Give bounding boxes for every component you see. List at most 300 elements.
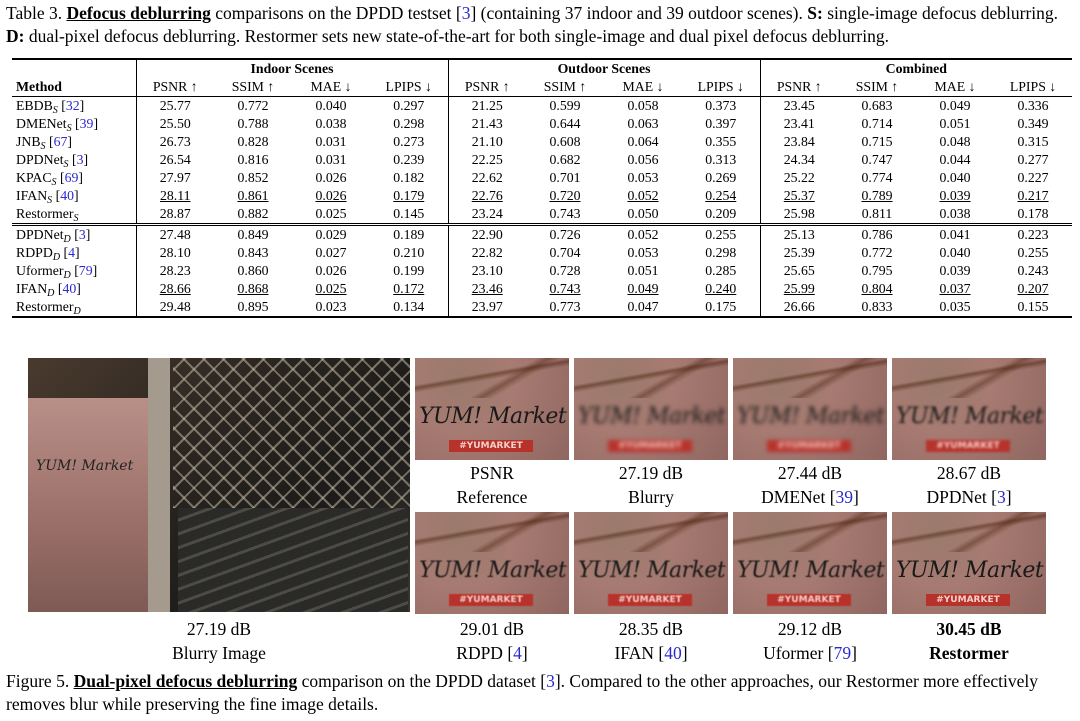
crop-word: YUM! Market	[419, 404, 567, 429]
crop-ref-link[interactable]: 79	[833, 643, 852, 663]
crop-label: DPDNet [3]	[926, 487, 1012, 507]
big-image-score: 27.19 dB	[186, 619, 252, 639]
crop-ref-link[interactable]: 40	[664, 643, 682, 663]
method-name: EBDB	[16, 98, 53, 113]
method-cell	[12, 298, 136, 317]
group-header-outdoor: Outdoor Scenes	[448, 59, 760, 78]
value-cell: 0.026	[315, 188, 347, 203]
crop-score: 27.19 dB	[618, 463, 684, 483]
value-cell: 0.041	[939, 227, 971, 242]
value-cell: 0.789	[861, 188, 893, 203]
value-cell: 27.48	[136, 225, 214, 245]
table-row	[12, 280, 1072, 298]
value-cell: 0.155	[994, 298, 1072, 317]
method-name: DMENet	[16, 116, 67, 131]
value-cell: 28.87	[136, 205, 214, 225]
value-cell: 0.052	[627, 188, 659, 203]
crop-word: YUM! Market	[896, 558, 1044, 583]
value-cell: 0.031	[315, 152, 347, 167]
table-row	[12, 133, 1072, 151]
branch-region	[892, 358, 1046, 398]
value-cell: 0.849	[237, 227, 269, 242]
value-cell: 0.210	[393, 245, 425, 260]
method-subscript: D	[52, 252, 61, 263]
branch-region	[415, 512, 569, 552]
value-cell: 0.397	[705, 116, 737, 131]
value-cell: 0.223	[1017, 227, 1049, 242]
value-cell: 0.189	[393, 227, 425, 242]
value-cell: 0.063	[627, 116, 659, 131]
value-cell: 0.023	[292, 298, 370, 317]
value-cell: 0.683	[861, 98, 893, 113]
method-subscript: D	[47, 288, 55, 299]
value-cell: 28.11	[136, 187, 214, 205]
branch-region	[574, 358, 728, 398]
value-cell: 0.026	[315, 263, 347, 278]
value-cell: 0.269	[705, 170, 737, 185]
method-cell: $IFAN_D$ [40]	[16, 281, 81, 299]
value-cell: 0.040	[939, 245, 971, 260]
value-cell: 22.82	[448, 244, 526, 262]
figure-caption	[6, 670, 1074, 716]
crop-ref-link[interactable]: 39	[835, 487, 854, 507]
value-cell: 22.76	[448, 187, 526, 205]
value-cell: 21.43	[448, 115, 526, 133]
method-ref-link[interactable]: 39	[79, 116, 94, 131]
value-cell: 0.058	[627, 98, 659, 113]
metric-header: SSIM ↑	[214, 78, 292, 97]
method-subscript: D	[63, 234, 71, 245]
metric-header: SSIM ↑	[526, 78, 604, 97]
crop-word: YUM! Market	[737, 404, 885, 429]
crop-image-reference	[415, 358, 569, 460]
crop-tag: #YUMARKET	[926, 440, 1010, 452]
table-caption-d-label: D:	[6, 26, 25, 46]
method-cell: DPDNet$_D$ [3]	[16, 227, 91, 245]
method-name: IFAN	[16, 281, 48, 296]
crop-image-ifan	[574, 512, 728, 614]
crop-label: RDPD [4]	[456, 643, 528, 663]
crop-label	[571, 486, 731, 508]
method-ref-link[interactable]: 69	[64, 170, 79, 185]
poster-region	[28, 398, 148, 612]
value-cell: 0.315	[1017, 134, 1049, 149]
table-caption-s-text: single-image defocus deblurring.	[822, 3, 1059, 23]
metric-header: PSNR ↑	[448, 78, 526, 97]
crop-tag: #YUMARKET	[608, 440, 692, 452]
method-subscript: S	[40, 141, 46, 152]
value-cell: 23.45	[760, 97, 838, 116]
value-cell: 25.37	[760, 187, 838, 205]
value-cell: 0.895	[214, 298, 292, 317]
metric-header: MAE ↓	[916, 78, 994, 97]
value-cell: 0.772	[237, 98, 269, 113]
method-cell: $JNB_S$ [67]	[16, 134, 72, 152]
value-cell: 0.297	[393, 98, 425, 113]
crop-ref-link[interactable]: 3	[996, 487, 1006, 507]
value-cell: 0.599	[549, 98, 581, 113]
metric-header: LPIPS ↓	[370, 78, 448, 97]
value-cell: 0.644	[549, 116, 581, 131]
crop-label: DMENet [39]	[761, 487, 859, 507]
table-row	[12, 262, 1072, 280]
crop-image-rdpd	[415, 512, 569, 614]
method-ref-link[interactable]: 3	[78, 227, 86, 242]
value-cell: 25.99	[760, 280, 838, 298]
value-cell: 23.10	[448, 262, 526, 280]
table-row	[12, 115, 1072, 133]
method-name: Restormer	[16, 206, 74, 221]
mesh-sculpture-region	[173, 358, 410, 508]
value-cell: 26.54	[136, 151, 214, 169]
crop-label-text: Restormer	[929, 643, 1009, 663]
crop-label-text: Uformer	[763, 643, 824, 663]
branch-region	[892, 512, 1046, 552]
metric-header: LPIPS ↓	[994, 78, 1072, 97]
figure-caption-ref[interactable]: 3	[546, 671, 555, 691]
value-cell: 0.773	[526, 298, 604, 317]
results-table	[12, 58, 1072, 318]
value-cell: 0.868	[237, 281, 269, 296]
table-row	[12, 225, 1072, 245]
value-cell: 25.22	[760, 169, 838, 187]
crop-label: IFAN [40]	[614, 643, 688, 663]
crop-image-uformer	[733, 512, 887, 614]
group-header-combined: Combined	[760, 59, 1072, 78]
value-cell: 0.774	[861, 170, 893, 185]
method-ref-link[interactable]: 3	[76, 152, 84, 167]
value-cell: 0.040	[315, 98, 347, 113]
value-cell: 0.714	[861, 116, 893, 131]
value-cell: 0.035	[916, 298, 994, 317]
value-cell: 0.255	[1017, 245, 1049, 260]
value-cell: 0.048	[939, 134, 971, 149]
value-cell: 22.90	[448, 225, 526, 245]
value-cell: 0.044	[939, 152, 971, 167]
value-cell: 23.46	[448, 280, 526, 298]
value-cell: 0.178	[994, 205, 1072, 225]
value-cell: 28.10	[136, 244, 214, 262]
figure-caption-part2: ]. Compared to the other approaches, our Restormer more effectively removes blur while preserving the fine image details.	[6, 671, 1038, 714]
table-caption-part1: comparisons on the DPDD testset [	[210, 3, 462, 23]
value-cell: 28.66	[136, 280, 214, 298]
value-cell: 22.25	[448, 151, 526, 169]
value-cell: 26.66	[760, 298, 838, 317]
value-cell: 0.255	[705, 227, 737, 242]
value-cell: 0.833	[838, 298, 916, 317]
branch-region	[733, 512, 887, 552]
crop-image-dpdnet	[892, 358, 1046, 460]
crop-tag: #YUMARKET	[926, 594, 1010, 606]
value-cell: 29.48	[136, 298, 214, 317]
crop-word: YUM! Market	[578, 404, 726, 429]
value-cell: 0.861	[237, 188, 269, 203]
value-cell: 23.24	[448, 205, 526, 225]
value-cell: 0.843	[237, 245, 269, 260]
value-cell: 0.025	[315, 281, 347, 296]
method-subscript: S	[52, 105, 58, 116]
method-ref-link[interactable]: 32	[65, 98, 80, 113]
crop-image-dmenet	[733, 358, 887, 460]
crop-score: 28.35 dB	[618, 619, 684, 639]
crop-label-text: IFAN	[614, 643, 654, 663]
method-subscript: S	[66, 123, 72, 134]
value-cell: 0.701	[549, 170, 581, 185]
value-cell: 0.373	[705, 98, 737, 113]
value-cell: 0.207	[1017, 281, 1049, 296]
method-subscript: S	[51, 177, 57, 188]
method-subscript: D	[73, 306, 81, 317]
value-cell: 0.349	[1017, 116, 1049, 131]
table-caption-s-label: S:	[807, 3, 823, 23]
value-cell: 0.053	[627, 245, 659, 260]
value-cell: 0.029	[315, 227, 347, 242]
value-cell: 0.047	[604, 298, 682, 317]
method-name: Restormer	[16, 299, 74, 314]
value-cell: 0.038	[916, 205, 994, 225]
crop-score: 29.12 dB	[777, 619, 843, 639]
crop-label-text: DMENet	[761, 487, 826, 507]
crop-score: 28.67 dB	[936, 463, 1002, 483]
table-caption-prefix: Table 3.	[6, 3, 67, 23]
crop-label	[889, 642, 1049, 664]
value-cell: 0.227	[1017, 170, 1049, 185]
value-cell: 0.804	[861, 281, 893, 296]
value-cell: 25.13	[760, 225, 838, 245]
method-cell: DMENet$_S$ [39]	[16, 116, 99, 134]
crop-label-text: Blurry	[628, 487, 674, 507]
value-cell: 0.743	[526, 205, 604, 225]
value-cell: 0.743	[549, 281, 581, 296]
value-cell: 0.860	[237, 263, 269, 278]
crop-label	[412, 486, 572, 508]
figure-caption-prefix: Figure 5.	[6, 671, 74, 691]
table-caption-title: Defocus deblurring	[66, 3, 211, 23]
crop-image-blurry	[574, 358, 728, 460]
crop-score: 27.44 dB	[777, 463, 843, 483]
value-cell: 0.313	[705, 152, 737, 167]
method-subscript: S	[63, 159, 69, 170]
method-ref-link[interactable]: 79	[78, 263, 93, 278]
poster-text: YUM! Market	[36, 458, 134, 474]
value-cell: 25.65	[760, 262, 838, 280]
method-cell: Uformer$_D$ [79]	[16, 263, 98, 281]
value-cell: 0.336	[1017, 98, 1049, 113]
method-name: IFAN	[16, 188, 48, 203]
value-cell: 0.816	[237, 152, 269, 167]
value-cell: 0.037	[939, 281, 971, 296]
crop-tag: #YUMARKET	[767, 594, 851, 606]
crop-score: 30.45 dB	[936, 619, 1002, 639]
method-cell	[12, 205, 136, 225]
value-cell: 0.704	[549, 245, 581, 260]
crop-label-text: RDPD	[456, 643, 503, 663]
value-cell: 0.038	[315, 116, 347, 131]
value-cell: 0.355	[705, 134, 737, 149]
method-cell: $RDPD_D$ [4]	[16, 245, 80, 263]
value-cell: 0.199	[393, 263, 425, 278]
branch-region	[733, 358, 887, 398]
table-metric-header-row	[12, 78, 1072, 97]
table-row	[12, 97, 1072, 116]
value-cell: 0.788	[237, 116, 269, 131]
crop-score: 29.01 dB	[459, 619, 525, 639]
table-row	[12, 298, 1072, 317]
metric-header: SSIM ↑	[838, 78, 916, 97]
table-caption-ref[interactable]: 3	[461, 3, 471, 23]
blank-header-cell	[12, 59, 136, 78]
value-cell: 0.217	[1017, 188, 1049, 203]
value-cell: 0.179	[393, 188, 425, 203]
value-cell: 0.682	[549, 152, 581, 167]
crop-label-text: DPDNet	[926, 487, 987, 507]
value-cell: 0.175	[682, 298, 760, 317]
table-row	[12, 151, 1072, 169]
value-cell: 0.026	[315, 170, 347, 185]
crop-word: YUM! Market	[419, 558, 567, 583]
value-cell: 0.239	[393, 152, 425, 167]
crop-ref-link[interactable]: 4	[513, 643, 522, 663]
value-cell: 28.23	[136, 262, 214, 280]
table-row	[12, 187, 1072, 205]
method-ref-link[interactable]: 4	[68, 245, 75, 260]
value-cell: 0.852	[237, 170, 269, 185]
method-name: Uformer	[16, 263, 64, 278]
big-image-label: Blurry Image	[172, 643, 266, 663]
crop-label: Uformer [79]	[763, 643, 857, 663]
method-ref-link[interactable]: 67	[53, 134, 68, 149]
figure-caption-part1: comparison on the DPDD dataset [	[297, 671, 547, 691]
value-cell: 0.053	[627, 170, 659, 185]
value-cell: 23.97	[448, 298, 526, 317]
value-cell: 21.25	[448, 97, 526, 116]
value-cell: 0.182	[393, 170, 425, 185]
value-cell: 0.828	[237, 134, 269, 149]
pole-region	[148, 358, 170, 612]
value-cell: 0.050	[604, 205, 682, 225]
value-cell: 0.786	[861, 227, 893, 242]
value-cell: 0.277	[1017, 152, 1049, 167]
crop-tag: #YUMARKET	[449, 594, 533, 606]
crop-score: PSNR	[470, 463, 514, 483]
value-cell: 0.056	[627, 152, 659, 167]
value-cell: 0.039	[939, 188, 971, 203]
value-cell: 23.84	[760, 133, 838, 151]
branch-region	[415, 358, 569, 398]
table-group-header-row	[12, 59, 1072, 78]
value-cell: 0.064	[627, 134, 659, 149]
table-row	[12, 169, 1072, 187]
metric-header: LPIPS ↓	[682, 78, 760, 97]
value-cell: 0.134	[370, 298, 448, 317]
value-cell: 0.027	[315, 245, 347, 260]
value-cell: 0.298	[393, 116, 425, 131]
method-cell: $EBDB_S$ [32]	[16, 98, 85, 116]
value-cell: 0.145	[370, 205, 448, 225]
method-header: Method	[12, 78, 136, 97]
method-cell: $IFAN_S$ [40]	[16, 188, 79, 206]
method-cell: DPDNet$_S$ [3]	[16, 152, 89, 170]
crop-tag: #YUMARKET	[767, 440, 851, 452]
crop-tag: #YUMARKET	[608, 594, 692, 606]
method-name: KPAC	[16, 170, 52, 185]
value-cell: 0.254	[705, 188, 737, 203]
value-cell: 21.10	[448, 133, 526, 151]
value-cell: 23.41	[760, 115, 838, 133]
value-cell: 0.209	[682, 205, 760, 225]
value-cell: 0.285	[705, 263, 737, 278]
figure-caption-title: Dual-pixel defocus deblurring	[73, 671, 298, 691]
value-cell: 0.025	[292, 205, 370, 225]
value-cell: 0.051	[939, 116, 971, 131]
method-cell: $KPAC_S$ [69]	[16, 170, 83, 188]
branch-region	[574, 512, 728, 552]
value-cell: 25.39	[760, 244, 838, 262]
method-subscript: S	[47, 195, 53, 206]
value-cell: 0.726	[549, 227, 581, 242]
metric-header: MAE ↓	[292, 78, 370, 97]
table-row	[12, 244, 1072, 262]
metric-header: MAE ↓	[604, 78, 682, 97]
method-name: JNB	[16, 134, 41, 149]
table-caption-d-text: dual-pixel defocus deblurring. Restormer sets new state-of-the-art for both single-image and dual pixel defocus deblurring.	[24, 26, 889, 46]
value-cell: 25.98	[760, 205, 838, 225]
method-name: RDPD	[16, 245, 53, 260]
method-name: DPDNet	[16, 152, 64, 167]
value-cell: 0.051	[627, 263, 659, 278]
value-cell: 0.031	[315, 134, 347, 149]
value-cell: 0.273	[393, 134, 425, 149]
method-ref-link[interactable]: 40	[60, 188, 75, 203]
method-name: DPDNet	[16, 227, 64, 242]
group-header-indoor: Indoor Scenes	[136, 59, 448, 78]
blurry-full-image	[28, 358, 410, 612]
value-cell: 0.795	[861, 263, 893, 278]
value-cell: 0.172	[393, 281, 425, 296]
value-cell: 0.298	[705, 245, 737, 260]
value-cell: 0.049	[939, 98, 971, 113]
method-subscript: S	[73, 213, 79, 224]
table-caption-part2: ] (containing 37 indoor and 39 outdoor scenes).	[470, 3, 808, 23]
value-cell: 24.34	[760, 151, 838, 169]
value-cell: 0.715	[861, 134, 893, 149]
value-cell: 0.240	[705, 281, 737, 296]
value-cell: 27.97	[136, 169, 214, 187]
crop-label-text: Reference	[456, 487, 528, 507]
crop-word: YUM! Market	[578, 558, 726, 583]
value-cell: 25.77	[136, 97, 214, 116]
crop-word: YUM! Market	[896, 404, 1044, 429]
value-cell: 0.608	[549, 134, 581, 149]
method-ref-link[interactable]: 40	[62, 281, 77, 296]
crop-word: YUM! Market	[737, 558, 885, 583]
metric-header: PSNR ↑	[136, 78, 214, 97]
value-cell: 0.720	[549, 188, 581, 203]
value-cell: 0.039	[939, 263, 971, 278]
value-cell: 0.049	[627, 281, 659, 296]
value-cell: 26.73	[136, 133, 214, 151]
metric-header: PSNR ↑	[760, 78, 838, 97]
value-cell: 0.040	[939, 170, 971, 185]
table-row	[12, 205, 1072, 225]
value-cell: 0.052	[627, 227, 659, 242]
staircase-region	[178, 508, 408, 612]
value-cell: 22.62	[448, 169, 526, 187]
value-cell: 0.747	[861, 152, 893, 167]
value-cell: 25.50	[136, 115, 214, 133]
method-subscript: D	[63, 270, 71, 281]
value-cell: 0.811	[838, 205, 916, 225]
